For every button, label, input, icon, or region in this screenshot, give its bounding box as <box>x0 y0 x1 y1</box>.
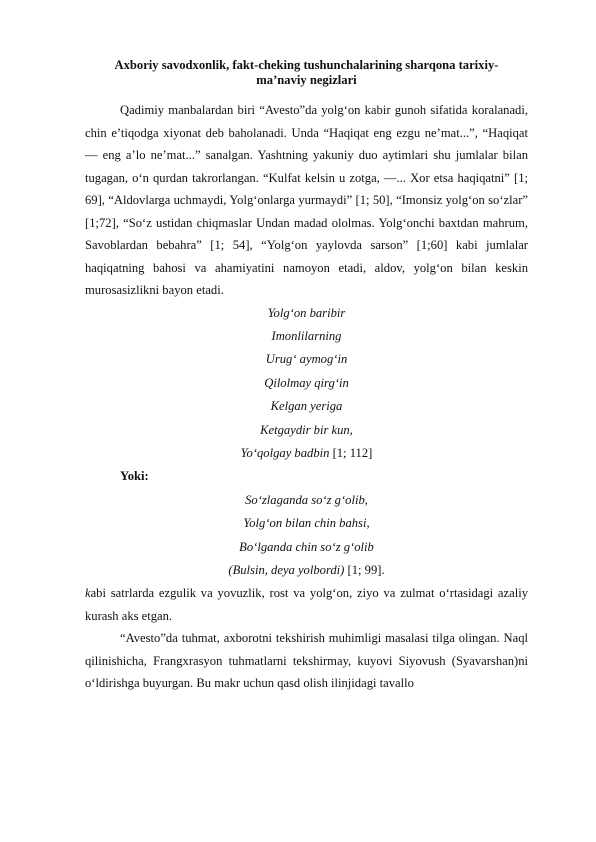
verse-line: Imonlilarning <box>271 328 342 343</box>
verse-line-text: (Bulsin, deya yolbordi) <box>228 562 345 577</box>
verse-line: Yolg‘on baribir <box>267 305 346 320</box>
verse-line: Ketgaydir bir kun, <box>260 422 353 437</box>
title-line-1: Axboriy savodxonlik, fakt-cheking tushunchalarining sharqona tarixiy- <box>114 58 499 72</box>
verse-line: Bo‘lganda chin so‘z g‘olib <box>239 539 374 554</box>
verse-line: Yolg‘on bilan chin bahsi, <box>243 516 370 531</box>
verse-block-2 <box>85 489 528 583</box>
paragraph-2-text: abi satrlarda ezgulik va yovuzlik, rost va yolg‘on, ziyo va zulmat o‘rtasidagi azaliy kurash aks etgan. <box>85 586 528 623</box>
paragraph-1: Qadimiy manbalardan biri “Avesto”da yolg‘on kabir gunoh sifatida koralanadi, chin e’tiqodga xiyonat deb baholanadi. Unda “Haqiqat eng ezgu ne’mat...”, “Haqiqat — eng a’lo ne’mat...” sanalgan. Yashtning yakuniy duo aytimlari shu jumlalar bilan tugagan, o‘n qurdan takrorlangan. “Kulfat kelsin u zotga, —... Xor etsa haqiqatni” [1; 69], “Aldovlarga uchmaydi, Yolg‘onlarga yurmaydi” [1; 50], “Imonsiz yolg‘on so‘zlar” [1;72], “So‘z ustidan chiqmaslar Undan madad ololmas. Yolg‘onchi baxtdan mahrum, Savoblardan bebahra” [1; 54], “Yolg‘on yaylovda sarson” [1;60] kabi jumlalar haqiqatning bahosi va ahamiyatini namoyon etadi, aldov, yolg‘on bilan keskin murosasizlikni bayon etadi. <box>85 103 528 297</box>
verse-line: So‘zlaganda so‘z g‘olib, <box>245 492 368 507</box>
yoki-label: Yoki: <box>120 469 149 484</box>
document-page <box>85 58 528 695</box>
citation-reference: [1; 112] <box>329 445 373 460</box>
verse-last-line <box>85 559 528 582</box>
document-title <box>85 58 528 88</box>
verse-last-line <box>85 442 528 465</box>
verse-line: Qilolmay qirg‘in <box>264 375 349 390</box>
citation-reference: [1; 99]. <box>344 562 385 577</box>
title-line-2: ma’naviy negizlari <box>256 73 357 87</box>
paragraph-2 <box>85 582 528 627</box>
verse-block-1 <box>85 302 528 466</box>
verse-line: Urug‘ aymog‘in <box>265 352 348 367</box>
paragraph-3: “Avesto”da tuhmat, axborotni tekshirish muhimligi masalasi tilga olingan. Naql qilinishicha, Frangxrasyon tuhmatlarni tekshirmay, kuyovi Siyovush (Syavarshan)ni o‘ldirishga buyurgan. Bu makr uchun qasd olish ilinjidagi tavallo <box>85 631 528 691</box>
paragraph-2-first-letter: k <box>85 586 91 601</box>
verse-line: Kelgan yeriga <box>270 399 343 414</box>
verse-line-text: Yo‘qolgay badbin <box>240 445 330 460</box>
